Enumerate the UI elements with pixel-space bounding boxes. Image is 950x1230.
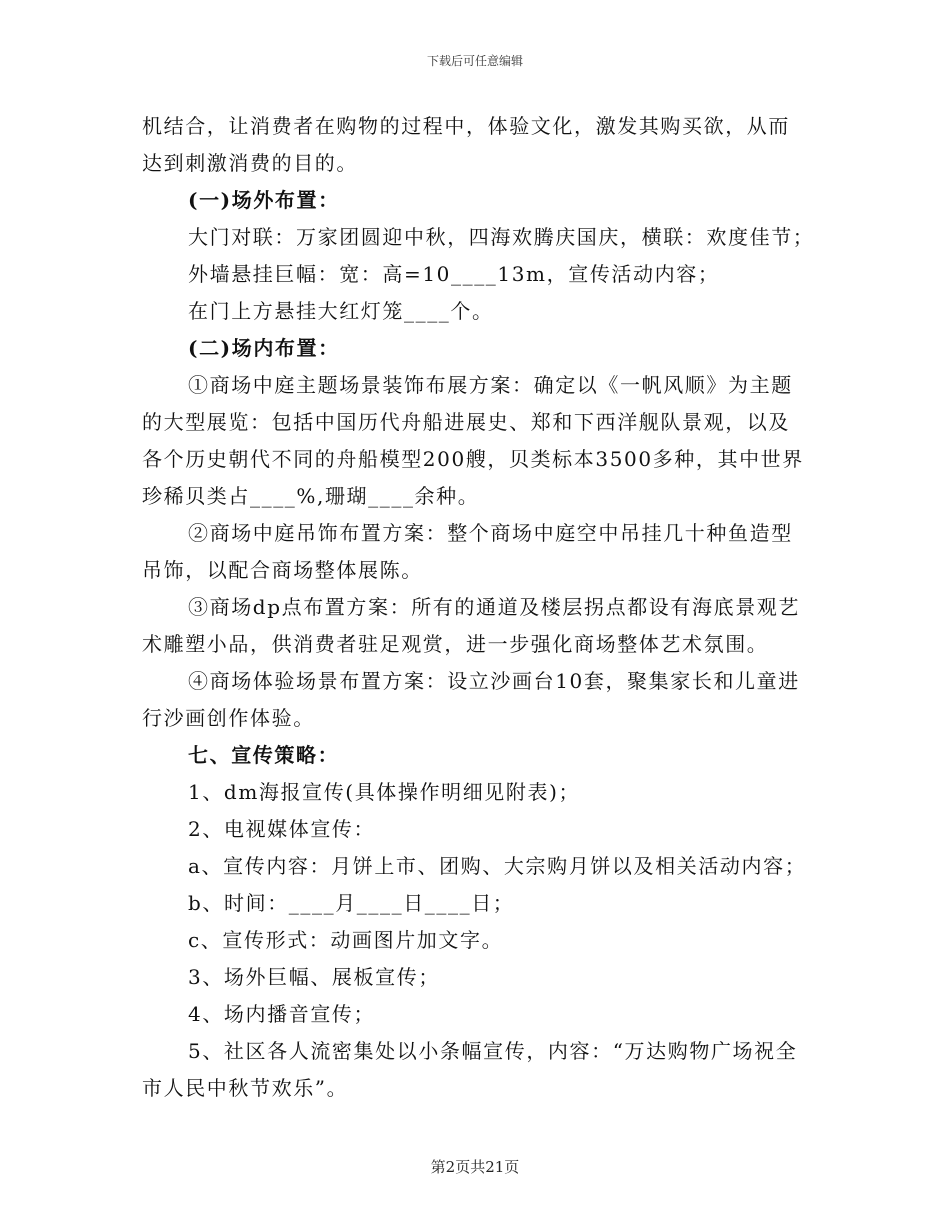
- text-line: 吊饰，以配合商场整体展陈。: [142, 558, 423, 582]
- text-line: ②商场中庭吊饰布置方案：整个商场中庭空中吊挂几十种鱼造型: [188, 521, 793, 545]
- text-line: c、宣传形式：动画图片加文字。: [188, 928, 504, 952]
- text-line: a、宣传内容：月饼上市、团购、大宗购月饼以及相关活动内容；: [188, 854, 807, 878]
- text-line: ①商场中庭主题场景装饰布展方案：确定以《一帆风顺》为主题: [188, 373, 793, 397]
- text-line: 行沙画创作体验。: [142, 706, 315, 730]
- section-heading: (二)场内布置：: [188, 336, 340, 360]
- text-line: 各个历史朝代不同的舟船模型200艘，贝类标本3500多种，其中世界: [142, 447, 804, 471]
- text-line: 5、社区各人流密集处以小条幅宣传，内容：“万达购物广场祝全: [188, 1039, 798, 1063]
- text-line: 2、电视媒体宣传：: [188, 817, 376, 841]
- page-number: 第2页共21页: [430, 1158, 520, 1176]
- text-line: 3、场外巨幅、展板宣传；: [188, 965, 440, 989]
- text-line: 大门对联：万家团圆迎中秋，四海欢腾庆国庆，横联：欢度佳节；: [188, 225, 815, 249]
- page-header: 下载后可任意编辑: [426, 54, 523, 68]
- text-line: 市人民中秋节欢乐”。: [142, 1076, 349, 1100]
- text-line: 机结合，让消费者在购物的过程中，体验文化，激发其购买欲，从而: [142, 114, 790, 138]
- section-heading: 七、宣传策略：: [188, 743, 340, 767]
- document-body: [142, 108, 822, 1107]
- text-line: 的大型展览：包括中国历代舟船进展史、郑和下西洋舰队景观，以及: [142, 410, 790, 434]
- text-line: 1、dm海报宣传(具体操作明细见附表)；: [188, 780, 581, 804]
- text-line: 外墙悬挂巨幅：宽：高=10____13m，宣传活动内容；: [188, 262, 720, 286]
- section-heading: (一)场外布置：: [188, 188, 340, 212]
- text-line: ③商场dp点布置方案：所有的通道及楼层拐点都设有海底景观艺: [188, 595, 801, 619]
- text-line: 达到刺激消费的目的。: [142, 151, 358, 175]
- text-line: 4、场内播音宣传；: [188, 1002, 376, 1026]
- text-line: b、时间：____月____日____日；: [188, 891, 515, 915]
- text-line: 在门上方悬挂大红灯笼____个。: [188, 299, 494, 323]
- text-line: ④商场体验场景布置方案：设立沙画台10套，聚集家长和儿童进: [188, 669, 800, 693]
- text-line: 珍稀贝类占____%,珊瑚____余种。: [142, 484, 480, 508]
- text-line: 术雕塑小品，供消费者驻足观赏，进一步强化商场整体艺术氛围。: [142, 632, 769, 656]
